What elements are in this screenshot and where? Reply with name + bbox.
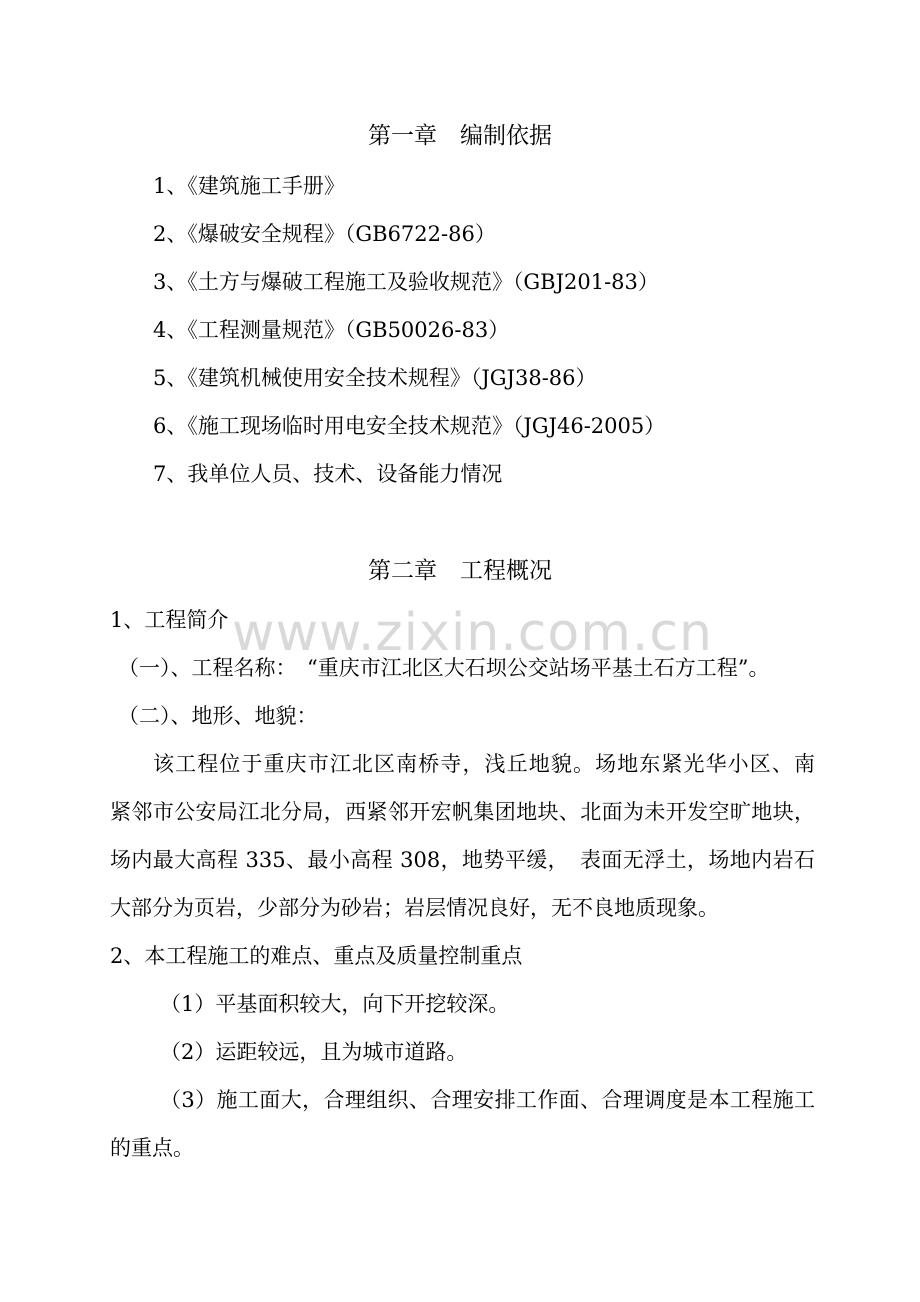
reference-item: 4、《工程测量规范》（GB50026-83） [153, 318, 510, 342]
watermark: www.zixin.com.cn [232, 603, 713, 663]
reference-item: 7、我单位人员、技术、设备能力情况 [153, 462, 503, 486]
chapter-1-title: 第一章 编制依据 [368, 123, 552, 149]
paragraph-line: 大部分为页岩，少部分为砂岩；岩层情况良好，无不良地质现象。 [110, 896, 719, 920]
key-point: （3）施工面大，合理组织、合理安排工作面、合理调度是本工程施工 [160, 1088, 815, 1112]
key-point: （1）平基面积较大，向下开挖较深。 [160, 992, 510, 1016]
chapter-2-title: 第二章 工程概况 [368, 558, 552, 584]
reference-item: 1、《建筑施工手册》 [153, 174, 345, 198]
reference-item: 5、《建筑机械使用安全技术规程》（JGJ38-86） [153, 366, 597, 390]
project-name: （一）、工程名称： “重庆市江北区大石坝公交站场平基土石方工程”。 [118, 656, 770, 680]
paragraph-line: 紧邻市公安局江北分局，西紧邻开宏帆集团地块、北面为未开发空旷地块， [110, 800, 815, 824]
paragraph-line: 场内最大高程 335、最小高程 308，地势平缓， 表面无浮土，场地内岩石 [110, 848, 815, 872]
key-point: （2）运距较远，且为城市道路。 [160, 1040, 468, 1064]
key-point-continuation: 的重点。 [110, 1136, 194, 1160]
terrain-heading: （二）、地形、地貌： [118, 704, 318, 728]
section-heading: 1、工程简介 [110, 608, 229, 632]
section-heading: 2、本工程施工的难点、重点及质量控制重点 [110, 944, 523, 968]
reference-item: 2、《爆破安全规程》（GB6722-86） [153, 222, 496, 246]
reference-item: 3、《土方与爆破工程施工及验收规范》（GBJ201-83） [153, 270, 659, 294]
paragraph-line: 该工程位于重庆市江北区南桥寺，浅丘地貌。场地东紧光华小区、南 [153, 752, 815, 776]
reference-item: 6、《施工现场临时用电安全技术规范》（JGJ46-2005） [153, 414, 666, 438]
